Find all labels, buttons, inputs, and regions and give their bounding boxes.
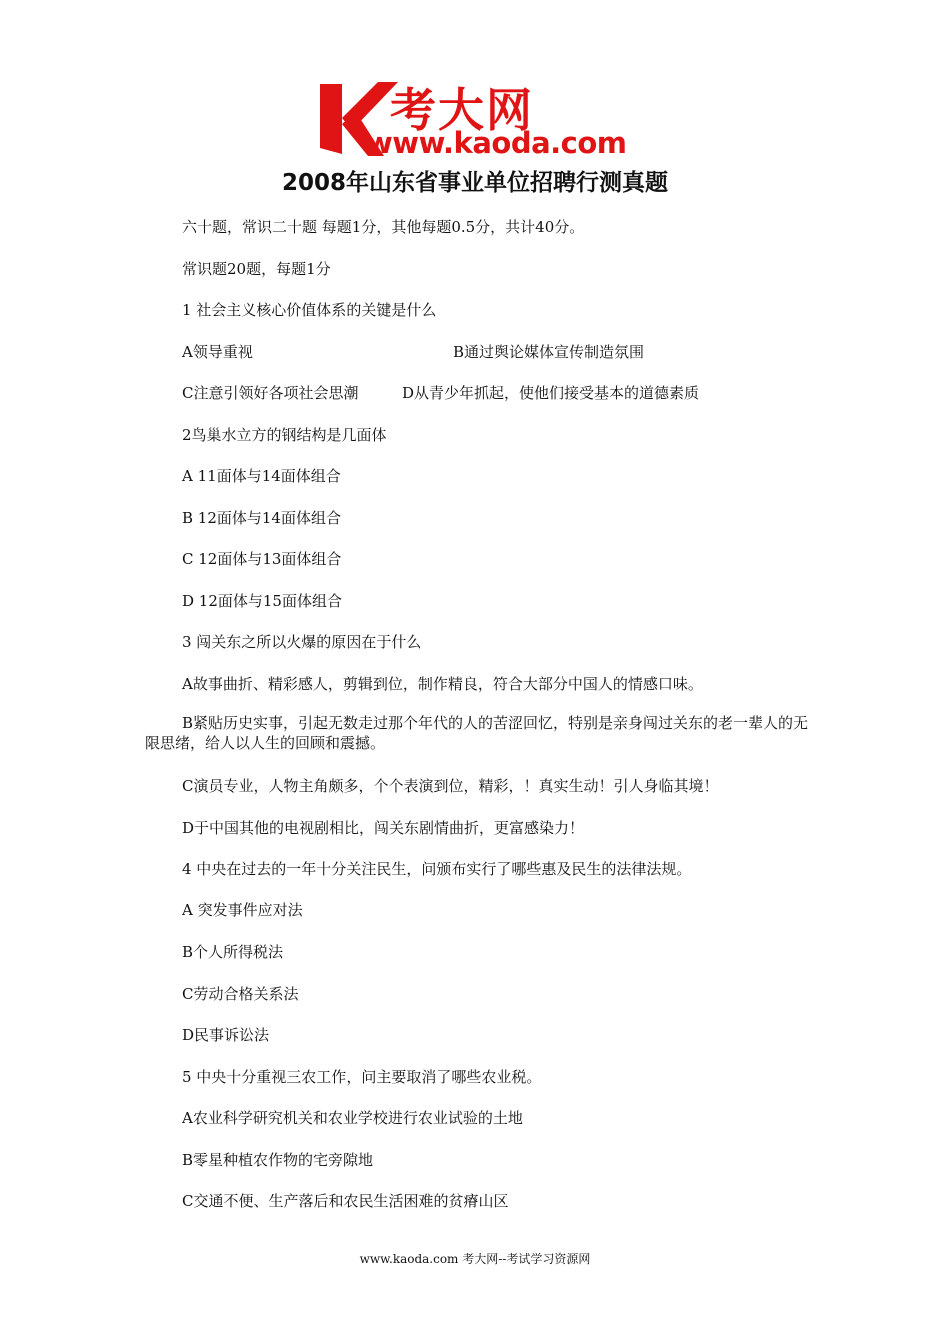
question-3-stem: 3 闯关东之所以火爆的原因在于什么: [182, 633, 422, 651]
question-2-option-d: D 12面体与15面体组合: [182, 592, 342, 610]
question-4-option-b: B个人所得税法: [182, 943, 284, 961]
page-title: 2008年山东省事业单位招聘行测真题: [281, 170, 668, 196]
question-1-option-d: D从青少年抓起，使他们接受基本的道德素质: [402, 384, 700, 402]
intro-text: 六十题，常识二十题 每题1分，其他每题0.5分，共计40分。: [182, 218, 585, 236]
question-2-stem: 2鸟巢水立方的钢结构是几面体: [182, 426, 387, 444]
question-3-option-c: C演员专业，人物主角颇多，个个表演到位，精彩，！真实生动！引人身临其境！: [182, 777, 719, 795]
question-1-option-a: A领导重视: [182, 343, 253, 361]
question-5-stem: 5 中央十分重视三农工作，问主要取消了哪些农业税。: [182, 1068, 542, 1086]
question-1-option-b: B通过舆论媒体宣传制造氛围: [453, 343, 645, 361]
question-3-option-b: B紧贴历史实事，引起无数走过那个年代的人的苦涩回忆，特别是亲身闯过关东的老一辈人的无限思绪，给人以人生的回顾和震撼。: [145, 714, 809, 752]
question-5-option-b: B零星种植农作物的宅旁隙地: [182, 1151, 374, 1169]
question-3-option-d: D于中国其他的电视剧相比，闯关东剧情曲折，更富感染力！: [182, 819, 585, 837]
question-4-option-c: C劳动合格关系法: [182, 985, 299, 1003]
question-5-option-a: A农业科学研究机关和农业学校进行农业试验的土地: [182, 1109, 523, 1127]
question-1-option-c: C注意引领好各项社会思潮: [182, 384, 359, 402]
question-4-stem: 4 中央在过去的一年十分关注民生，问颁布实行了哪些惠及民生的法律法规。: [182, 860, 692, 878]
logo-chinese-name: 考大网: [390, 83, 534, 137]
question-2-option-b: B 12面体与14面体组合: [182, 509, 341, 527]
question-2-option-c: C 12面体与13面体组合: [182, 550, 342, 568]
question-4-option-a: A 突发事件应对法: [182, 901, 303, 919]
page-footer: www.kaoda.com 考大网--考试学习资源网: [359, 1252, 591, 1266]
section-heading: 常识题20题，每题1分: [182, 260, 331, 278]
question-5-option-c: C交通不便、生产落后和农民生活困难的贫瘠山区: [182, 1192, 509, 1210]
question-2-option-a: A 11面体与14面体组合: [182, 467, 341, 485]
question-3-option-a: A故事曲折、精彩感人，剪辑到位，制作精良，符合大部分中国人的情感口味。: [182, 675, 703, 693]
kaoda-logo: [318, 78, 638, 162]
question-4-option-d: D民事诉讼法: [182, 1026, 270, 1044]
question-1-stem: 1 社会主义核心价值体系的关键是什么: [182, 301, 437, 319]
logo-url: www.kaoda.com: [366, 126, 627, 160]
